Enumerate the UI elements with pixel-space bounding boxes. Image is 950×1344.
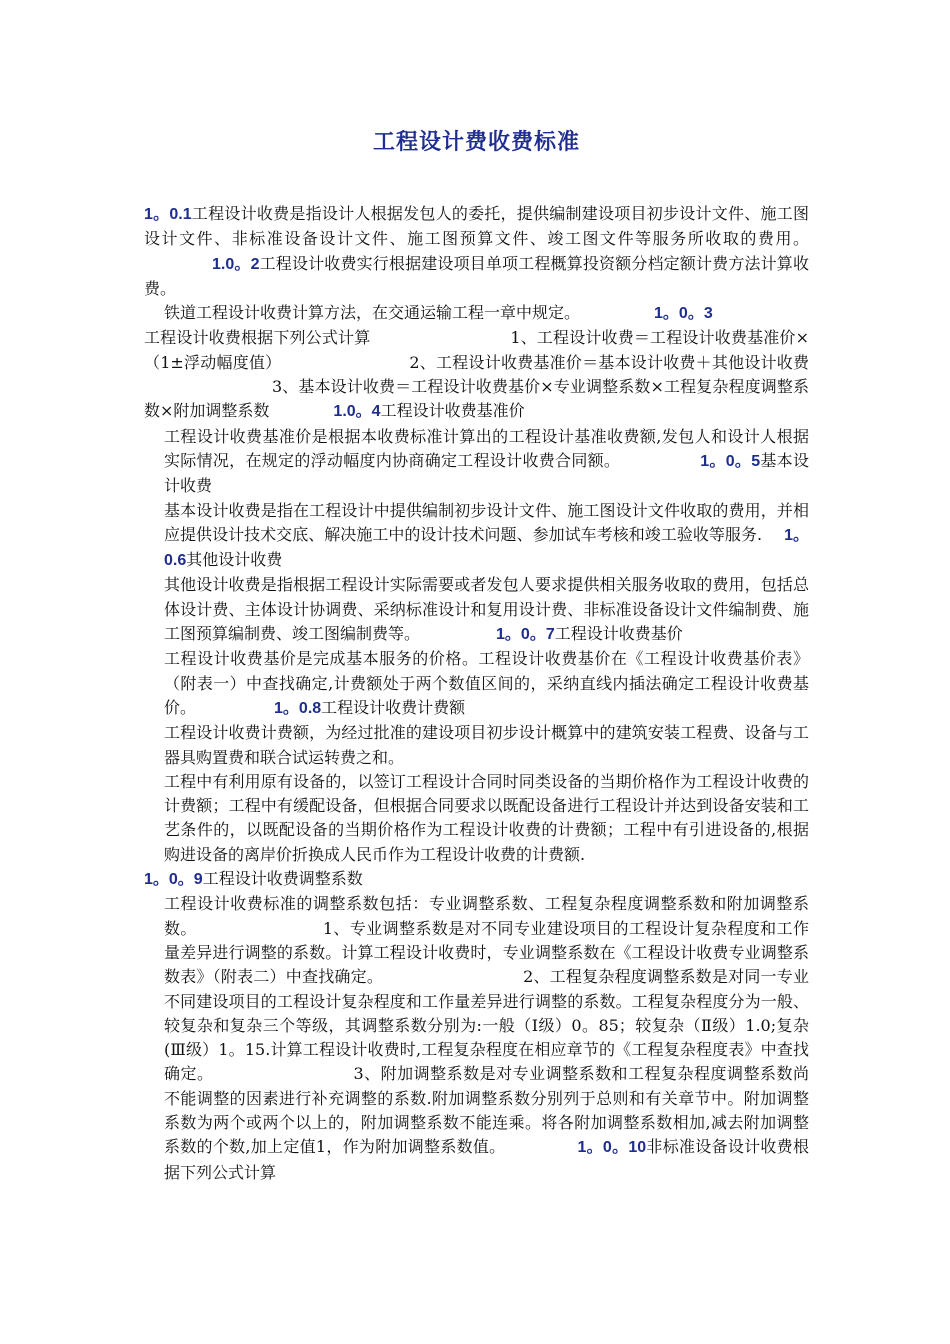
section-10-number: 1。0。10 [577,1139,647,1157]
paragraph-railway [144,301,809,326]
section-7-body: 工程设计收费基价是完成基本服务的价格。工程设计收费基价在《工程设计收费基价表》（附表一）中查找确定,计费额处于两个数值区间的，采纳直线内插法确定工程设计收费基价。 [164,649,809,717]
section-1-text: 工程设计收费是指设计人根据发包人的委托，提供编制建设项目初步设计文件、施工图设计文件、非标准设备设计文件、施工图预算文件、竣工图文件等服务所收取的费用。 [144,204,809,249]
section-6-body: 其他设计收费是指根据工程设计实际需要或者发包人要求提供相关服务收取的费用，包括总体设计费、主体设计协调费、采纳标准设计和复用设计费、非标准设备设计文件编制费、施工图预算编制费、竣工图编制费等。 [164,575,809,644]
section-2-text: 工程设计收费实行根据建设项目单项工程概算投资额分档定额计费方法计算收费。 [144,253,809,298]
section-10-text: 非标准设备设计收费根据下列公式计算 [164,1137,809,1182]
section-4-body: 工程设计收费基准价是根据本收费标准计算出的工程设计基准收费额,发包人和设计人根据实际情况，在规定的浮动幅度内协商确定工程设计收费合同额。 [164,426,809,470]
section-8-text: 工程设计收费计费额 [321,697,466,717]
section-7-number: 1。0。7 [496,626,555,644]
formula-3: 3、基本设计收费＝工程设计收费基价×专业调整系数×工程复杂程度调整系数×附加调整系数 [144,377,809,421]
section-8-body-2: 工程中有利用原有设备的，以签订工程设计合同时同类设备的当期价格作为工程设计收费的计费额；工程中有缓配设备，但根据合同要求以既配设备进行工程设计并达到设备安装和工艺条件的，以既配设备的当期价格作为工程设计收费的计费额；工程中有引进设备的,根据购进设备的离岸价折换成人民币作为工程设计收费的计费额. [164,771,809,864]
railway-text: 铁道工程设计收费计算方法，在交通运输工程一章中规定。 [164,303,581,323]
formula-1: 1、工程设计收费＝工程设计收费基准价×（1±浮动幅度值） [144,328,809,372]
section-7-text: 工程设计收费基价 [554,624,683,644]
formula-2: 2、工程设计收费基准价＝基本设计收费＋其他设计收费 [409,352,810,372]
section-6-text: 其他设计收费 [186,550,283,570]
section-9-body-a: 工程设计收费标准的调整系数包括：专业调整系数、工程复杂程度调整系数和附加调整系数。 [164,894,809,938]
section-3-number: 1。0。3 [654,305,713,323]
paragraph-s9-body [144,892,809,1185]
paragraph-s7-body [144,647,809,721]
section-5-number: 1。0。5 [700,452,761,470]
document-title: 工程设计费收费标准 [372,130,580,155]
section-2-number: 1.0。2 [212,255,260,273]
section-9-text: 工程设计收费调整系数 [202,869,363,889]
paragraph-s4-body [144,425,809,499]
section-6-number: 1。0.6 [164,526,809,570]
section-9-number: 1。0。9 [144,871,203,889]
section-4-number: 1.0。4 [333,403,381,421]
section-1-number: 1。0.1 [144,206,192,223]
section-8-body-1: 工程设计收费计费额，为经过批准的建设项目初步设计概算中的建筑安装工程费、设备与工器具购置费和联合试运转费之和。 [164,723,809,767]
section-8-number: 1。0.8 [274,699,322,717]
document-page [144,128,809,1185]
section-4-text: 工程设计收费基准价 [380,401,525,421]
section-5-text: 基本设计收费 [164,450,809,496]
section-9-body-c: 2、工程复杂程度调整系数是对同一专业不同建设项目的工程设计复杂程度和工作量差异进行调整的系数。工程复杂程度分为一般、较复杂和复杂三个等级，其调整系数分别为:一般（Ⅰ级）0。85；较复杂（Ⅱ级）1.0;复杂(Ⅲ级）1。15.计算工程设计收费时,工程复杂程度在相应章节的《工程复杂程度表》中查找确定。 [164,967,809,1084]
paragraph-s6-body [144,573,809,647]
section-5-body: 基本设计收费是指在工程设计中提供编制初步设计文件、施工图设计文件收取的费用，并相应提供设计技术交底、解决施工中的设计技术问题、参加试车考核和竣工验收等服务. [164,500,809,544]
section-3-text: 工程设计收费根据下列公式计算 [144,328,371,348]
paragraph-s5-body [144,499,809,574]
section-9-body-d: 3、附加调整系数是对专业调整系数和工程复杂程度调整系数尚不能调整的因素进行补充调整的系数.附加调整系数分别列于总则和有关章节中。附加调整系数为两个或两个以上的，附加调整系数不能连乘。将各附加调整系数相加,减去附加调整系数的个数,加上定值1，作为附加调整系数值。 [164,1064,809,1157]
document-body [144,202,809,1185]
section-9-heading [144,867,809,892]
section-9-body-b: 1、专业调整系数是对不同专业建设项目的工程设计复杂程度和工作量差异进行调整的系数。计算工程设计收费时，专业调整系数在《工程设计收费专业调整系数表》（附表二）中查找确定。 [164,918,809,987]
